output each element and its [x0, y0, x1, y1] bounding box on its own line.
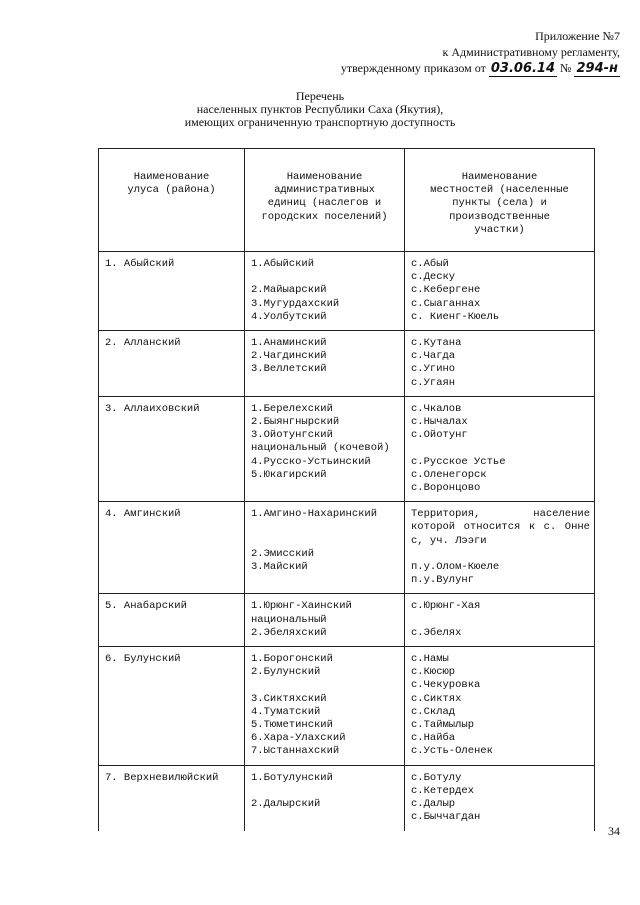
- unit-line: [251, 785, 400, 798]
- appendix-line-3: [341, 60, 620, 77]
- place-line: с.Чагда: [411, 350, 456, 363]
- place-line: с.Намы: [411, 653, 449, 666]
- place-line: с.Эбелях: [411, 626, 462, 639]
- place-line: с.Юрюнг-Хая: [411, 600, 481, 613]
- place-line: с.Ойотунг: [411, 429, 468, 442]
- place-line: с.Быччагдан: [411, 811, 481, 824]
- unit-line: национальный (кочевой): [251, 442, 390, 455]
- unit-line: 2.Эбеляхский: [251, 626, 327, 639]
- unit-line: 2.Далырский: [251, 798, 321, 811]
- document-title: [0, 90, 640, 129]
- unit-line: 1.Юрюнг-Хаинский: [251, 600, 352, 613]
- units-cell: [245, 396, 405, 501]
- units-cell: [245, 252, 405, 331]
- ulus-cell: [99, 765, 245, 830]
- place-line: с.Чкалов: [411, 402, 462, 415]
- unit-line: 1.Анаминский: [251, 337, 327, 350]
- ulus-cell: [99, 331, 245, 397]
- place-line: п.у.Олом-Кюеле: [411, 561, 500, 574]
- header-units: [245, 149, 405, 252]
- place-line: с.Далыр: [411, 798, 456, 811]
- unit-line: 1.Абыйский: [251, 258, 315, 271]
- header-units-line: единиц (наслегов и: [267, 197, 382, 210]
- places-cell: [405, 594, 595, 647]
- place-line: [411, 442, 590, 455]
- table-row: [99, 647, 595, 766]
- title-line-1: Перечень: [295, 89, 345, 103]
- header-places-line: Наименование: [461, 171, 538, 183]
- ulus-cell: [99, 647, 245, 766]
- table-row: [99, 765, 595, 830]
- place-line: с.Склад: [411, 705, 456, 718]
- unit-line: 4.Уолбутский: [251, 310, 327, 323]
- unit-line: 1.Борогонский: [251, 653, 333, 666]
- place-line: с.Кюсюр: [411, 666, 456, 679]
- place-line: с.Русское Устье: [411, 455, 506, 468]
- ulus-name: 3. Аллаиховский: [105, 402, 200, 415]
- place-line: с.Кутана: [411, 337, 462, 350]
- header-ulus-line: Наименование: [133, 171, 210, 183]
- unit-line: 3.Ойотунгский: [251, 429, 333, 442]
- unit-line: национальный: [251, 613, 327, 626]
- units-cell: [245, 765, 405, 830]
- unit-line: 2.Майыарский: [251, 284, 327, 297]
- unit-line: [251, 679, 400, 692]
- appendix-header: [341, 28, 620, 77]
- ulus-name: 5. Анабарский: [105, 600, 187, 613]
- place-line: с.Ботулу: [411, 771, 462, 784]
- unit-line: 2.Булунский: [251, 666, 321, 679]
- place-line: п.у.Вулунг: [411, 574, 475, 587]
- header-ulus-line: улуса (района): [127, 184, 216, 197]
- places-cell: [405, 765, 595, 830]
- table-row: [99, 594, 595, 647]
- table-row: [99, 502, 595, 594]
- header-places: [405, 149, 595, 252]
- header-units-line: Наименование: [286, 171, 363, 183]
- number-sign: №: [560, 61, 572, 75]
- ulus-cell: [99, 252, 245, 331]
- header-units-line: городских поселений): [261, 210, 388, 223]
- ulus-cell: [99, 594, 245, 647]
- place-line: с.Найба: [411, 732, 456, 745]
- place-line: с.Сыаганнах: [411, 297, 481, 310]
- unit-line: 2.Быянгнырский: [251, 416, 340, 429]
- units-cell: [245, 331, 405, 397]
- place-line: с.Угаян: [411, 376, 456, 389]
- unit-line: 1.Амгино-Нахаринский: [251, 508, 378, 521]
- unit-line: 3.Майский: [251, 561, 308, 574]
- ulus-name: 4. Амгинский: [105, 508, 181, 521]
- unit-line: 4.Русско-Устьинский: [251, 455, 371, 468]
- handwritten-number: 294-н: [576, 61, 618, 76]
- place-line: с.Чекуровка: [411, 679, 481, 692]
- unit-line: 4.Туматский: [251, 705, 321, 718]
- table-row: [99, 396, 595, 501]
- settlements-table: [98, 148, 595, 831]
- table-row: [99, 252, 595, 331]
- header-places-line: производственные: [449, 210, 550, 223]
- unit-line: 3.Веллетский: [251, 363, 327, 376]
- place-line: с.Сиктях: [411, 692, 462, 705]
- appendix-line-1: Приложение №7: [535, 29, 620, 43]
- header-places-line: участки): [474, 223, 525, 236]
- appendix-line-3-prefix: утвержденному приказом от: [340, 61, 486, 75]
- ulus-cell: [99, 502, 245, 594]
- ulus-name: 7. Верхневилюйский: [105, 771, 219, 784]
- units-cell: [245, 647, 405, 766]
- place-line: с. Киенг-Кюель: [411, 310, 500, 323]
- ulus-name: 1. Абыйский: [105, 258, 175, 271]
- place-line: [411, 548, 590, 561]
- table-header-row: [99, 149, 595, 252]
- unit-line: 2.Эмисский: [251, 547, 315, 560]
- place-line: с.Кетердех: [411, 784, 475, 797]
- unit-line: 3.Сиктяхский: [251, 692, 327, 705]
- places-cell: [405, 331, 595, 397]
- places-cell: [405, 647, 595, 766]
- place-line: с.Таймылыр: [411, 719, 475, 732]
- units-cell: [245, 594, 405, 647]
- place-line: с.Деску: [411, 271, 456, 284]
- place-line: с.Угино: [411, 363, 456, 376]
- unit-line: 3.Мугурдахский: [251, 297, 340, 310]
- places-cell: [405, 502, 595, 594]
- place-line: с.Усть-Оленек: [411, 745, 493, 758]
- place-line: с.Оленегорск: [411, 468, 487, 481]
- handwritten-date: 03.06.14: [490, 61, 556, 76]
- place-line: с.Воронцово: [411, 482, 481, 495]
- appendix-line-2: к Административному регламенту,: [442, 45, 620, 59]
- table-row: [99, 331, 595, 397]
- places-cell: [405, 396, 595, 501]
- place-line: с.Нычалах: [411, 416, 468, 429]
- unit-line: 7.Ыстаннахский: [251, 745, 340, 758]
- ulus-name: 2. Алланский: [105, 337, 181, 350]
- unit-line: 5.Юкагирский: [251, 468, 327, 481]
- place-line: с.Абый: [411, 258, 449, 271]
- unit-line: [251, 271, 400, 284]
- header-ulus: [99, 149, 245, 252]
- unit-line: 2.Чагдинский: [251, 350, 327, 363]
- places-description: Территория, население которой относится к с. Онне с, уч. Лээги: [411, 508, 590, 547]
- places-cell: [405, 252, 595, 331]
- header-places-line: местностей (населенные: [430, 184, 569, 197]
- unit-line: [251, 535, 400, 548]
- title-line-3: имеющих ограниченную транспортную доступность: [184, 115, 456, 129]
- unit-line: [251, 521, 400, 534]
- unit-line: 1.Ботулунский: [251, 771, 333, 784]
- header-places-line: пункты (села) и: [452, 197, 547, 210]
- units-cell: [245, 502, 405, 594]
- ulus-name: 6. Булунский: [105, 653, 181, 666]
- place-line: с.Кебергене: [411, 284, 481, 297]
- unit-line: 6.Хара-Улахский: [251, 732, 346, 745]
- page-number: 34: [608, 824, 620, 838]
- header-units-line: административных: [274, 184, 375, 197]
- ulus-cell: [99, 396, 245, 501]
- unit-line: 1.Берелехский: [251, 402, 333, 415]
- place-line: [411, 614, 590, 627]
- unit-line: 5.Тюметинский: [251, 719, 333, 732]
- title-line-2: населенных пунктов Республики Саха (Якутия),: [196, 102, 444, 116]
